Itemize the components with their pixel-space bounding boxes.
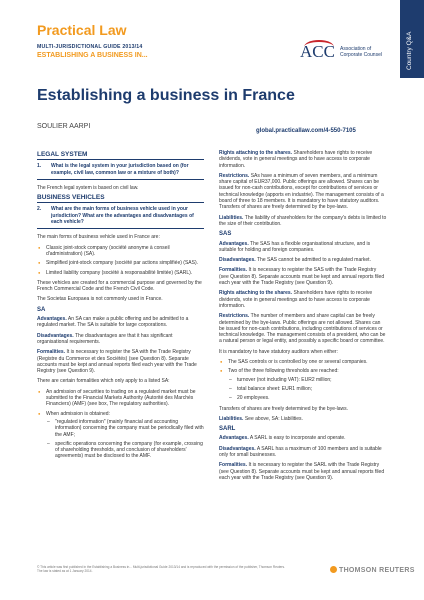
q1-number: 1. xyxy=(37,163,42,170)
list-item: – specific operations concerning the company (for example, crossing of shareholding thresholds, and conclusion of shareholders' agreements) must be disclosed to the AMF. xyxy=(46,441,204,460)
thomson-reuters-icon xyxy=(330,566,337,573)
question-1 xyxy=(37,163,204,180)
paragraph xyxy=(219,150,387,169)
text: SAs have a minimum of seven members, and a minimum share capital of EUR37,000. Public offerings are allowed. Shares can be issued for non-cash contributions, except for contributions of services or technical knowledge (apports en industrie). The management consists of a board of three to 18 members. It is mandatory to have statutory auditors. Transfers of shares are freely determined by the bye-laws. xyxy=(219,172,384,211)
label: Advantages. xyxy=(219,435,249,442)
auditors-list xyxy=(219,359,387,401)
thomson-reuters-logo xyxy=(330,566,415,574)
sub-list xyxy=(46,419,204,460)
q2-text: What are the main forms of business vehicle used in your jurisdiction? What are the advantages and disadvantages of each vehicle? xyxy=(51,206,194,226)
label: Advantages. xyxy=(219,240,249,247)
label: Formalities. xyxy=(37,349,66,356)
acc-logo-caption: Association of Corporate Counsel xyxy=(340,46,382,58)
list-item: ● An admission of securities to trading on a regulated market must be submitted to the Financial Markets Authority (Autorité des Marchés Financiers) (AMF) (see box, The regulatory authorities). xyxy=(37,389,204,408)
paragraph: The Societas Europaea is not commonly used in France. xyxy=(37,296,163,303)
guide-label: MULTI-JURISDICTIONAL GUIDE 2013/14 xyxy=(37,44,143,50)
footer-note: © This article was first published in the Establishing a Business in... Multi-jurisdictional Guide 2013/14 and is reproduced with the permission of the publisher, Thomson Reuters. The law is stated as at 1 January 2014. xyxy=(37,565,285,574)
vehicles-intro: The main forms of business vehicle used in France are: xyxy=(37,234,160,241)
text: When admission is obtained: xyxy=(46,410,110,417)
acc-logo xyxy=(300,38,384,68)
label: Rights attaching to the shares. xyxy=(219,290,293,297)
paragraph xyxy=(37,333,204,346)
paragraph: These vehicles are created for a commercial purpose and governed by the French Commercial Code and the French Civil Code. xyxy=(37,279,202,293)
label: Formalities. xyxy=(219,462,248,469)
section-business-vehicles: BUSINESS VEHICLES xyxy=(37,195,204,203)
author: SOULIER AARPI xyxy=(37,123,91,130)
list-item: – 20 employees. xyxy=(228,395,387,401)
country-qa-tab xyxy=(400,0,424,78)
article-url-link[interactable]: global.practicallaw.com/4-550-7105 xyxy=(256,128,356,134)
sub-list xyxy=(228,377,387,402)
label: Disadvantages. xyxy=(219,445,256,452)
label: Disadvantages. xyxy=(219,257,256,264)
label: Advantages. xyxy=(37,316,67,323)
paragraph xyxy=(219,446,387,459)
paragraph xyxy=(219,257,387,263)
text: Shareholders have rights to receive dividends, vote in general meetings and to have access to corporate information. xyxy=(219,290,373,309)
paragraph: It is mandatory to have statutory auditors when either: xyxy=(219,348,338,355)
listed-formalities-list xyxy=(37,389,204,460)
paragraph xyxy=(219,267,387,286)
right-column xyxy=(219,150,387,485)
side-tab-label: Country Q&A xyxy=(406,31,413,70)
label: Restrictions. xyxy=(219,172,250,179)
text: A SARL has a maximum of 100 members and is suitable only for small businesses. xyxy=(219,445,382,458)
paragraph xyxy=(219,313,387,344)
label: Restrictions. xyxy=(219,313,250,320)
text: The disadvantages are that it has significant organisational requirements. xyxy=(37,332,173,345)
list-item xyxy=(219,368,387,401)
list-item: ● Simplified joint-stock company (société par actions simplifiée) (SAS). xyxy=(37,260,204,266)
text: See above, SA: Liabilities. xyxy=(244,415,303,422)
paragraph xyxy=(219,173,387,211)
paragraph xyxy=(219,215,387,228)
paragraph xyxy=(37,349,204,374)
acc-logo-text: ACC xyxy=(300,42,335,61)
question-2 xyxy=(37,206,204,229)
list-item: – turnover (not including VAT): EUR2 million; xyxy=(228,377,387,383)
text: An SA can make a public offering and be admitted to a regulated market. The SA is suitable for large corporations. xyxy=(37,316,189,329)
label: Formalities. xyxy=(219,267,248,274)
paragraph xyxy=(219,462,387,481)
text: The SAS has a flexible organisational structure, and is suitable for holding and foreign companies. xyxy=(219,240,371,253)
paragraph xyxy=(219,435,387,441)
section-legal-system: LEGAL SYSTEM xyxy=(37,152,204,160)
brand-logo: Practical Law xyxy=(37,22,127,38)
label: Rights attaching to the shares. xyxy=(219,150,293,156)
label: Liabilities. xyxy=(219,415,244,422)
series-label: ESTABLISHING A BUSINESS IN... xyxy=(37,52,148,59)
publisher-name: THOMSON REUTERS xyxy=(339,567,415,574)
list-item xyxy=(37,411,204,460)
label: Disadvantages. xyxy=(37,332,74,339)
q1-text: What is the legal system in your jurisdiction based on (for example, civil law, common law or a mixture of both)? xyxy=(51,163,189,176)
vehicle-list xyxy=(37,245,204,276)
paragraph xyxy=(219,290,387,309)
q2-number: 2. xyxy=(37,206,42,213)
list-item: ● Limited liability company (société à responsabilité limitée) (SARL). xyxy=(37,270,204,276)
text: The SAS cannot be admitted to a regulated market. xyxy=(257,257,371,264)
paragraph xyxy=(219,241,387,254)
paragraph: There are certain formalities which only apply to a listed SA: xyxy=(37,378,170,385)
text: The liability of shareholders for the company's debts is limited to the size of their contribution. xyxy=(219,214,387,227)
heading-sarl: SARL xyxy=(219,426,236,433)
heading-sas: SAS xyxy=(219,231,232,238)
text: It is necessary to register the SARL with the Trade Registry (see Question 8). Separate accounts must be kept and annual reports filed each year with the Trade Registry (see Question 9). xyxy=(219,462,385,481)
paragraph xyxy=(219,416,387,422)
heading-sa: SA xyxy=(37,306,46,313)
list-item: ● Classic joint-stock company (société anonyme à conseil d'administration) (SA). xyxy=(37,245,204,258)
answer-1: The French legal system is based on civil law. xyxy=(37,184,139,191)
left-column xyxy=(37,150,204,464)
list-item: – total balance sheet: EUR1 million; xyxy=(228,386,387,392)
paragraph: Transfers of shares are freely determined by the bye-laws. xyxy=(219,405,349,412)
list-item: – "regulated information" (mainly financial and accounting information) concerning the company must be periodically filed with the AMF; xyxy=(46,419,204,438)
page-title: Establishing a business in France xyxy=(37,87,295,104)
text: A SARL is easy to incorporate and operate. xyxy=(249,435,346,442)
text: It is necessary to register the SAS with the Trade Registry (see Question 8). Separate accounts must be kept and annual reports filed each year with the Trade Registry (see Question 9). xyxy=(219,267,385,287)
text: It is necessary to register the SA with the Trade Registry (Registre du Commerce et des Sociétés) (see Question 8). Separate accounts must be kept and annual reports filed each year with the Trade Registry (see Question 9). xyxy=(37,349,197,375)
paragraph xyxy=(37,316,204,329)
text: The number of members and share capital can be freely determined by the bye-laws. Public offerings are not allowed. Shares can be issued for non-cash contributions, including contributions of services or technical knowledge. The management consists of a president, who can be a natural person or legal entity, and possibly a specific board or committee. xyxy=(219,313,386,345)
text: Two of the three following thresholds are reached: xyxy=(228,368,339,375)
list-item: ● The SAS controls or is controlled by one or several companies. xyxy=(219,359,387,365)
text: Shareholders have rights to receive dividends, vote in general meetings and to have access to corporate information. xyxy=(219,150,373,169)
label: Liabilities. xyxy=(219,214,244,221)
